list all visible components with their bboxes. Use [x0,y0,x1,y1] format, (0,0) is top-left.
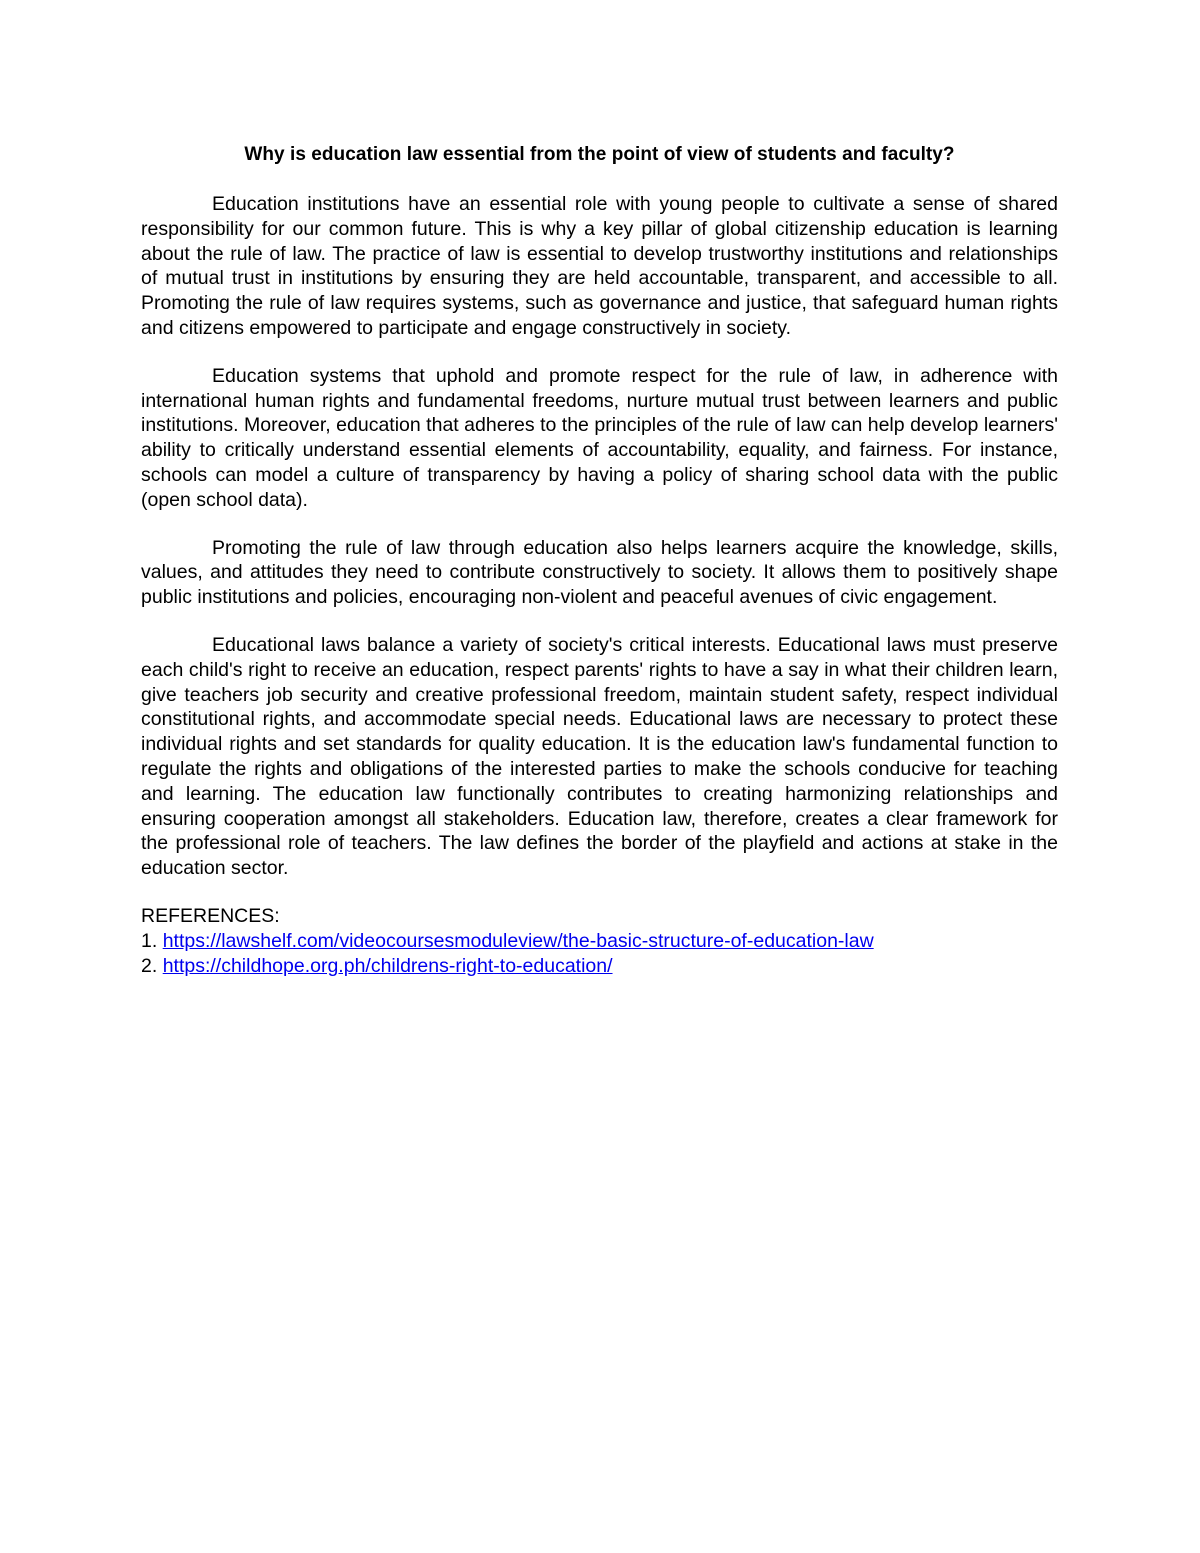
reference-item-1 [141,929,1058,954]
references-section [141,904,1058,979]
body-paragraph-4: Educational laws balance a variety of society's critical interests. Educational laws must preserve each child's right to receive an education, respect parents' rights to have a say in what their children learn, give teachers job security and creative professional freedom, maintain student safety, respect individual constitutional rights, and accommodate special needs. Educational laws are necessary to protect these individual rights and set standards for quality education. It is the education law's fundamental function to regulate the rights and obligations of the interested parties to make the schools conducive for teaching and learning. The education law functionally contributes to creating harmonizing relationships and ensuring cooperation amongst all stakeholders. Education law, therefore, creates a clear framework for the professional role of teachers. The law defines the border of the playfield and actions at stake in the education sector. [141,633,1058,880]
reference-link-childhope[interactable]: https://childhope.org.ph/childrens-right-to-education/ [162,954,613,977]
body-paragraph-3: Promoting the rule of law through education also helps learners acquire the knowledge, skills, values, and attitudes they need to contribute constructively to society. It allows them to positively shape public institutions and policies, encouraging non-violent and peaceful avenues of civic engagement. [141,536,1058,609]
references-heading: REFERENCES: [141,904,280,927]
document-title: Why is education law essential from the point of view of students and faculty? [244,144,955,165]
document-body [141,141,1058,979]
reference-item-2 [141,954,1058,979]
reference-link-lawshelf[interactable]: https://lawshelf.com/videocoursesmoduleview/the-basic-structure-of-education-law [162,929,874,952]
reference-number-1: 1. [141,929,158,952]
body-paragraph-1: Education institutions have an essential role with young people to cultivate a sense of shared responsibility for our common future. This is why a key pillar of global citizenship education is learning about the rule of law. The practice of law is essential to develop trustworthy institutions and relationships of mutual trust in institutions by ensuring they are held accountable, transparent, and accessible to all. Promoting the rule of law requires systems, such as governance and justice, that safeguard human rights and citizens empowered to participate and engage constructively in society. [141,193,1058,339]
reference-number-2: 2. [141,954,158,977]
body-paragraph-2: Education systems that uphold and promote respect for the rule of law, in adherence with international human rights and fundamental freedoms, nurture mutual trust between learners and public institutions. Moreover, education that adheres to the principles of the rule of law can help develop learners' ability to critically understand essential elements of accountability, equality, and fairness. For instance, schools can model a culture of transparency by having a policy of sharing school data with the public (open school data). [141,364,1058,511]
